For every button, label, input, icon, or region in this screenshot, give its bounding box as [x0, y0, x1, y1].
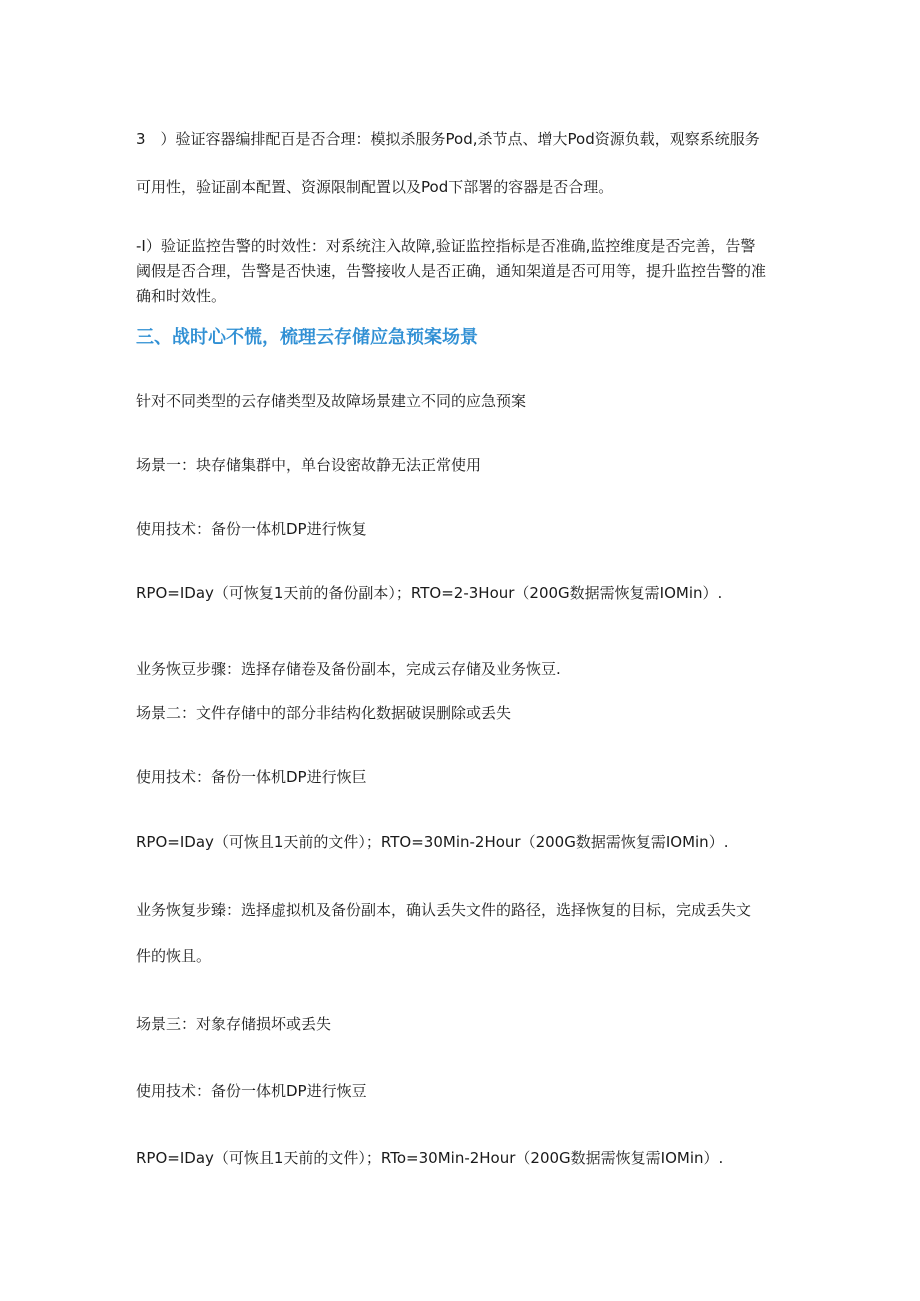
- scenario2-steps-line-1: 业务恢复步臻：选择虚拟机及备份副本，确认丢失文件的路径，选择恢复的目标，完成丢失文: [136, 901, 752, 919]
- scenario1-tech: 使用技术：备份一体机DP进行恢复: [136, 520, 367, 538]
- intro-text: 针对不同类型的云存储类型及故障场景建立不同的应急预案: [136, 392, 527, 410]
- scenario1-rpo: RPO=IDay（可恢复1天前的备份副本）；RTO=2-3Hour（200G数据需恢复需IOMin）.: [136, 584, 723, 602]
- section-heading: 三、战时心不慌，梳理云存储应急预案场景: [136, 327, 478, 348]
- scenario2-steps-line-2: 件的恢且。: [136, 947, 212, 965]
- item3-line-2: 可用性，验证副本配置、资源限制配置以及Pod下部署的容器是否合理。: [136, 178, 614, 196]
- item4-line-1: -I）验证监控告警的时效性：对系统注入故障,验证监控指标是否准确,监控维度是否完善，告警: [136, 237, 756, 255]
- scenario3-title: 场景三：对象存储损坏或丢失: [136, 1015, 332, 1033]
- scenario3-tech: 使用技术：备份一体机DP进行恢豆: [136, 1082, 367, 1100]
- item4-line-2: 阈假是否合理，告警是否快速，告警接收人是否正确，通知架道是否可用等，提升监控告警的准: [136, 262, 767, 280]
- item4-line-3: 确和时效性。: [136, 287, 227, 305]
- scenario2-rpo: RPO=IDay（可恢且1天前的文件）；RTO=30Min-2Hour（200G数据需恢复需IOMin）.: [136, 833, 729, 851]
- scenario1-steps: 业务恢豆步骤：选择存储卷及备份副本，完成云存储及业务恢豆.: [136, 660, 561, 678]
- scenario1-title: 场景一：块存储集群中，单台设密故静无法正常使用: [136, 456, 482, 474]
- scenario2-tech: 使用技术：备份一体机DP进行恢巨: [136, 768, 367, 786]
- scenario3-rpo: RPO=IDay（可恢且1天前的文件）；RTo=30Min-2Hour（200G数据需恢复需IOMin）.: [136, 1149, 724, 1167]
- item3-line-1: 3 ）验证容器编排配百是否合理：模拟杀服务Pod,杀节点、增大Pod资源负载，观察系统服务: [136, 130, 760, 148]
- scenario2-title: 场景二：文件存储中的部分非结构化数据破误删除或丢失: [136, 704, 512, 722]
